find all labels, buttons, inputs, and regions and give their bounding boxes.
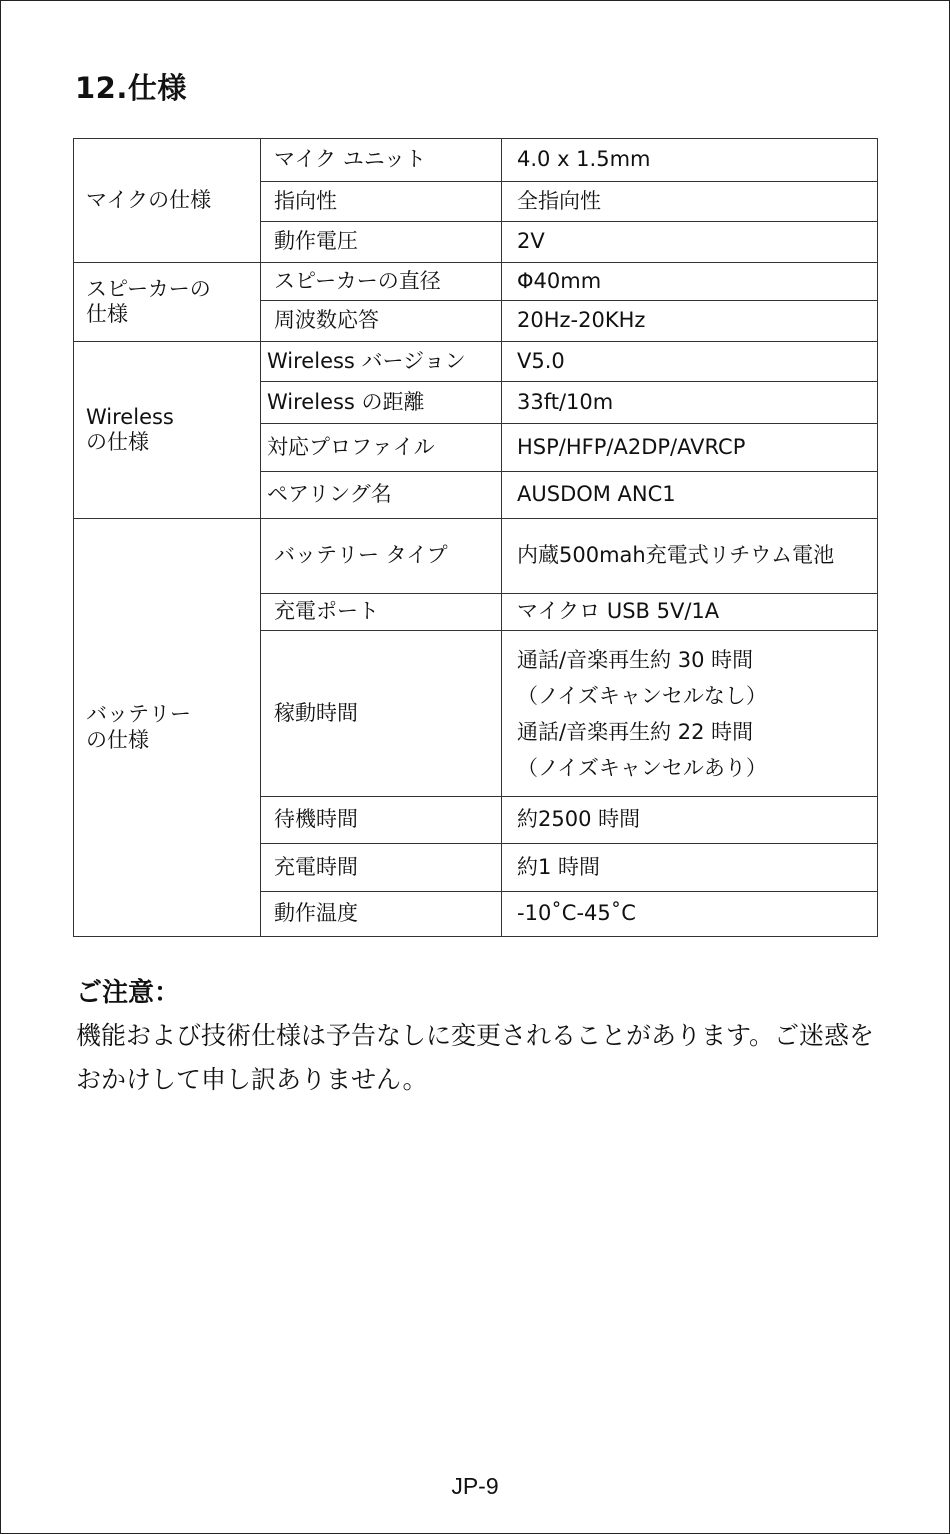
- spec-value: 20Hz-20KHz: [502, 301, 878, 342]
- spec-value: HSP/HFP/A2DP/AVRCP: [502, 424, 878, 472]
- spec-value: 33ft/10m: [502, 382, 878, 424]
- spec-value: 内蔵500mah充電式リチウム電池: [502, 519, 878, 594]
- spec-value: 約2500 時間: [502, 797, 878, 844]
- spec-value: V5.0: [502, 342, 878, 382]
- category-line: バッテリー: [86, 702, 191, 727]
- spec-value: マイクロ USB 5V/1A: [502, 594, 878, 631]
- table-row: [74, 139, 878, 182]
- page-number: JP-9: [451, 1473, 499, 1499]
- spec-item: 周波数応答: [261, 301, 502, 342]
- table-row: [74, 519, 878, 594]
- category-speaker: [74, 263, 261, 342]
- spec-value-multiline: [502, 631, 878, 797]
- spec-item: Wireless バージョン: [261, 342, 502, 382]
- notice-body: 機能および技術仕様は予告なしに変更されることがあります。ご迷惑をおかけして申し訳ありません。: [76, 1021, 875, 1094]
- category-battery: [74, 519, 261, 937]
- spec-value: AUSDOM ANC1: [502, 472, 878, 519]
- spec-item: Wireless の距離: [261, 382, 502, 424]
- value-line: （ノイズキャンセルなし）: [517, 683, 767, 708]
- spec-value: 2V: [502, 222, 878, 263]
- section-title: 12.仕様: [75, 71, 187, 105]
- value-line: 通話/音楽再生約 30 時間: [517, 647, 754, 672]
- category-line: Wireless: [86, 404, 174, 429]
- category-line: 仕様: [86, 302, 128, 326]
- spec-item: ペアリング名: [261, 472, 502, 519]
- spec-item: マイク ユニット: [261, 139, 502, 182]
- spec-item: 充電時間: [261, 844, 502, 892]
- category-mic: マイクの仕様: [74, 139, 261, 263]
- spec-value: -10˚C-45˚C: [502, 892, 878, 937]
- table-row: [74, 342, 878, 382]
- spec-item: 充電ポート: [261, 594, 502, 631]
- spec-item: バッテリー タイプ: [261, 519, 502, 594]
- spec-value: 約1 時間: [502, 844, 878, 892]
- spec-item: 指向性: [261, 182, 502, 222]
- category-line: スピーカーの: [86, 276, 211, 301]
- category-line: の仕様: [86, 430, 149, 454]
- value-line: （ノイズキャンセルあり）: [517, 755, 767, 780]
- category-line: の仕様: [86, 727, 149, 752]
- spec-item: 待機時間: [261, 797, 502, 844]
- spec-item: 動作温度: [261, 892, 502, 937]
- spec-table: [73, 138, 878, 937]
- table-row: [74, 263, 878, 301]
- spec-value: Φ40mm: [502, 263, 878, 301]
- notice-title: ご注意：: [76, 978, 181, 1008]
- spec-item: 稼動時間: [261, 631, 502, 797]
- value-line: 通話/音楽再生約 22 時間: [517, 719, 754, 744]
- spec-item: 対応プロファイル: [261, 424, 502, 472]
- spec-item: 動作電圧: [261, 222, 502, 263]
- spec-item: スピーカーの直径: [261, 263, 502, 301]
- spec-value: 全指向性: [502, 182, 878, 222]
- category-wireless: [74, 342, 261, 519]
- spec-value: 4.0 x 1.5mm: [502, 139, 878, 182]
